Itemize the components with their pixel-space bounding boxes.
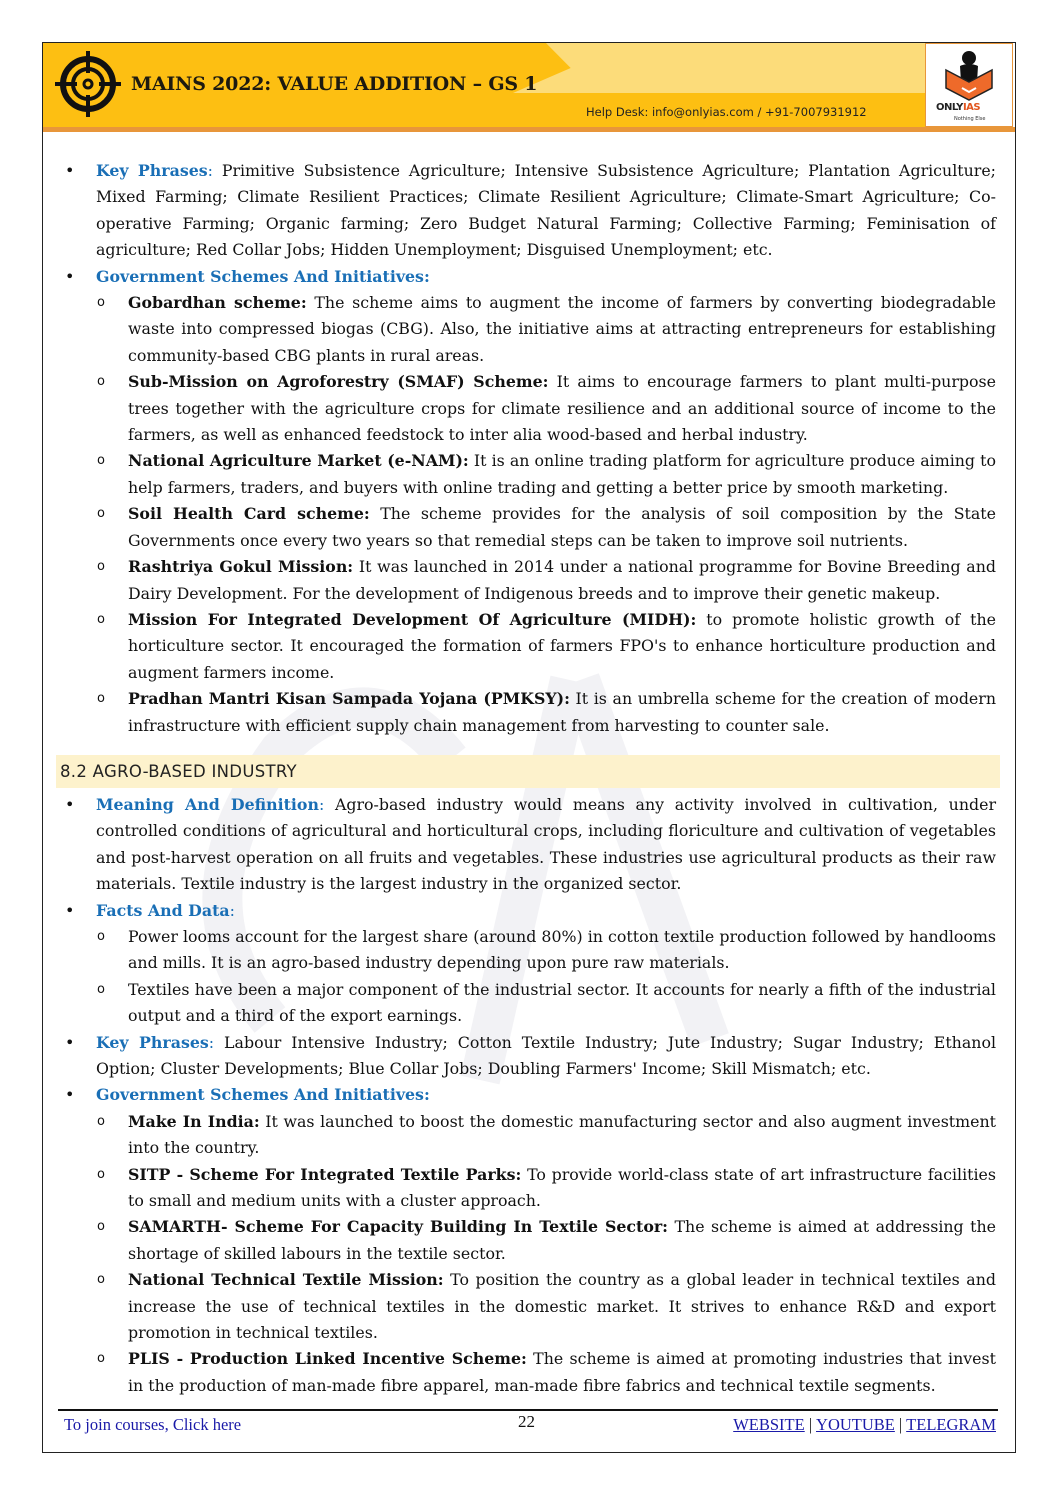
- document-body: [62, 158, 996, 1399]
- footer-divider: [58, 1409, 998, 1411]
- scheme-item: o SAMARTH- Scheme For Capacity Building In Textile Sector: The scheme is aimed at addressing the shortage of skilled labours in the textile sector.: [97, 1217, 997, 1263]
- onlyias-logo: [925, 43, 1013, 127]
- scheme-item: o Sub-Mission on Agroforestry (SMAF) Scheme: It aims to encourage farmers to plant multi-purpose trees together with the agriculture crops for climate resilience and an additional source of income to the farmers, as well as enhanced feedstock to inter alia wood-based and herbal industry.: [97, 372, 996, 445]
- scheme-item: o Soil Health Card scheme: The scheme provides for the analysis of soil composition by the State Governments once every two years so that remedial steps can be taken to improve soil nutrients.: [97, 504, 997, 550]
- document-title: MAINS 2022: VALUE ADDITION – GS 1: [131, 73, 538, 95]
- scheme-item: o Pradhan Mantri Kisan Sampada Yojana (PMKSY): It is an umbrella scheme for the creation of modern infrastructure with efficient supply chain management from harvesting to counter sale.: [97, 689, 997, 735]
- key-phrases-text: Primitive Subsistence Agriculture; Intensive Subsistence Agriculture; Plantation Agriculture; Mixed Farming; Climate Resilient Practices; Climate Resilient Agriculture; Climate-Smart Agriculture; Co-operative Farming; Organic farming; Zero Budget Natural Farming; Collective Farming; Feminisation of agriculture; Red Collar Jobs; Hidden Unemployment; Disguised Unemployment; etc.: [96, 161, 996, 260]
- fact-item: o Power looms account for the largest share (around 80%) in cotton textile production followed by handlooms and mills. It is an agro-based industry depending upon pure raw materials.: [97, 926, 996, 973]
- page-number: 22: [518, 1412, 535, 1431]
- scheme-item: o PLIS - Production Linked Incentive Scheme: The scheme is aimed at promoting industries that invest in the production of man-made fibre apparel, man-made fibre fabrics and technical textile segments.: [97, 1349, 996, 1395]
- scheme-item: o Make In India: It was launched to boost the domestic manufacturing sector and also augment investment into the country.: [97, 1111, 996, 1158]
- header-accent-line: [43, 127, 1015, 132]
- scheme-item: o Rashtriya Gokul Mission: It was launched in 2014 under a national programme for Bovine Breeding and Dairy Development. For the development of Indigenous breeds and to improve their genetic makeup.: [97, 557, 996, 603]
- logo-tagline: Nothing Else: [954, 116, 986, 122]
- target-icon: [53, 49, 123, 119]
- header-light-band: [513, 43, 925, 93]
- section-heading-agro-based-industry: 8.2 AGRO-BASED INDUSTRY: [56, 755, 1000, 788]
- scheme-item: o Mission For Integrated Development Of Agriculture (MIDH): to promote holistic growth of the horticulture sector. It encouraged the formation of farmers FPO's to enhance horticulture production and augment farmers income.: [97, 609, 996, 682]
- join-courses-link[interactable]: To join courses, Click here: [64, 1415, 242, 1434]
- youtube-link[interactable]: YOUTUBE: [816, 1415, 895, 1434]
- page-header: [43, 43, 1015, 133]
- reader-book-icon: [940, 48, 998, 102]
- key-phrases-agriculture: • Key Phrases: Primitive Subsistence Agriculture; Intensive Subsistence Agriculture; Plantation Agriculture; Mixed Farming; Climate Resilient Practices; Climate Resilient Agriculture; Climate-Smart Agriculture; Co-operative Farming; Organic farming; Zero Budget Natural Farming; Collective Farming; Feminisation of agriculture; Red Collar Jobs; Hidden Unemployment; Disguised Unemployment; etc.: [62, 158, 996, 264]
- schemes-heading-industry: • Government Schemes And Initiatives:: [62, 1082, 996, 1108]
- scheme-item: o National Technical Textile Mission: To position the country as a global leader in technical textiles and increase the use of technical textiles in the domestic market. It strives to enhance R&D and export promotion in technical textiles.: [97, 1270, 997, 1343]
- fact-item: o Textiles have been a major component of the industrial sector. It accounts for nearly a fifth of the industrial output and a third of the export earnings.: [97, 979, 996, 1026]
- facts-heading: • Facts And Data:: [62, 898, 996, 924]
- telegram-link[interactable]: TELEGRAM: [906, 1415, 996, 1434]
- schemes-heading-agriculture: • Government Schemes And Initiatives:: [62, 264, 996, 290]
- help-desk-contact: Help Desk: info@onlyias.com / +91-7007931912: [586, 105, 867, 119]
- scheme-item: o SITP - Scheme For Integrated Textile Parks: To provide world-class state of art infrastructure facilities to small and medium units with a cluster approach.: [97, 1164, 996, 1211]
- meaning-definition: • Meaning And Definition: Agro-based industry would means any activity involved in cultivation, under controlled conditions of agricultural and horticultural crops, including floriculture and cultivation of vegetables and post-harvest operation on all fruits and vegetables. These industries use agricultural products as their raw materials. Textile industry is the largest industry in the organized sector.: [62, 792, 996, 898]
- footer-links: WEBSITE | YOUTUBE | TELEGRAM: [733, 1415, 996, 1434]
- scheme-item: o Gobardhan scheme: The scheme aims to augment the income of farmers by converting biodegradable waste into compressed biogas (CBG). Also, the initiative aims at attracting entrepreneurs for establishing community-based CBG plants in rural areas.: [97, 293, 996, 365]
- website-link[interactable]: WEBSITE: [733, 1415, 805, 1434]
- logo-wordmark: ONLYIAS: [936, 102, 981, 113]
- key-phrases-label: Key Phrases: [96, 161, 208, 180]
- key-phrases-industry: • Key Phrases: Labour Intensive Industry; Cotton Textile Industry; Jute Industry; Sugar Industry; Ethanol Option; Cluster Developments; Blue Collar Jobs; Doubling Farmers' Income; Skill Mismatch; etc.: [62, 1030, 996, 1083]
- scheme-item: o National Agriculture Market (e-NAM): It is an online trading platform for agriculture produce aiming to help farmers, traders, and buyers with online trading and getting a better price by smooth marketing.: [97, 451, 997, 497]
